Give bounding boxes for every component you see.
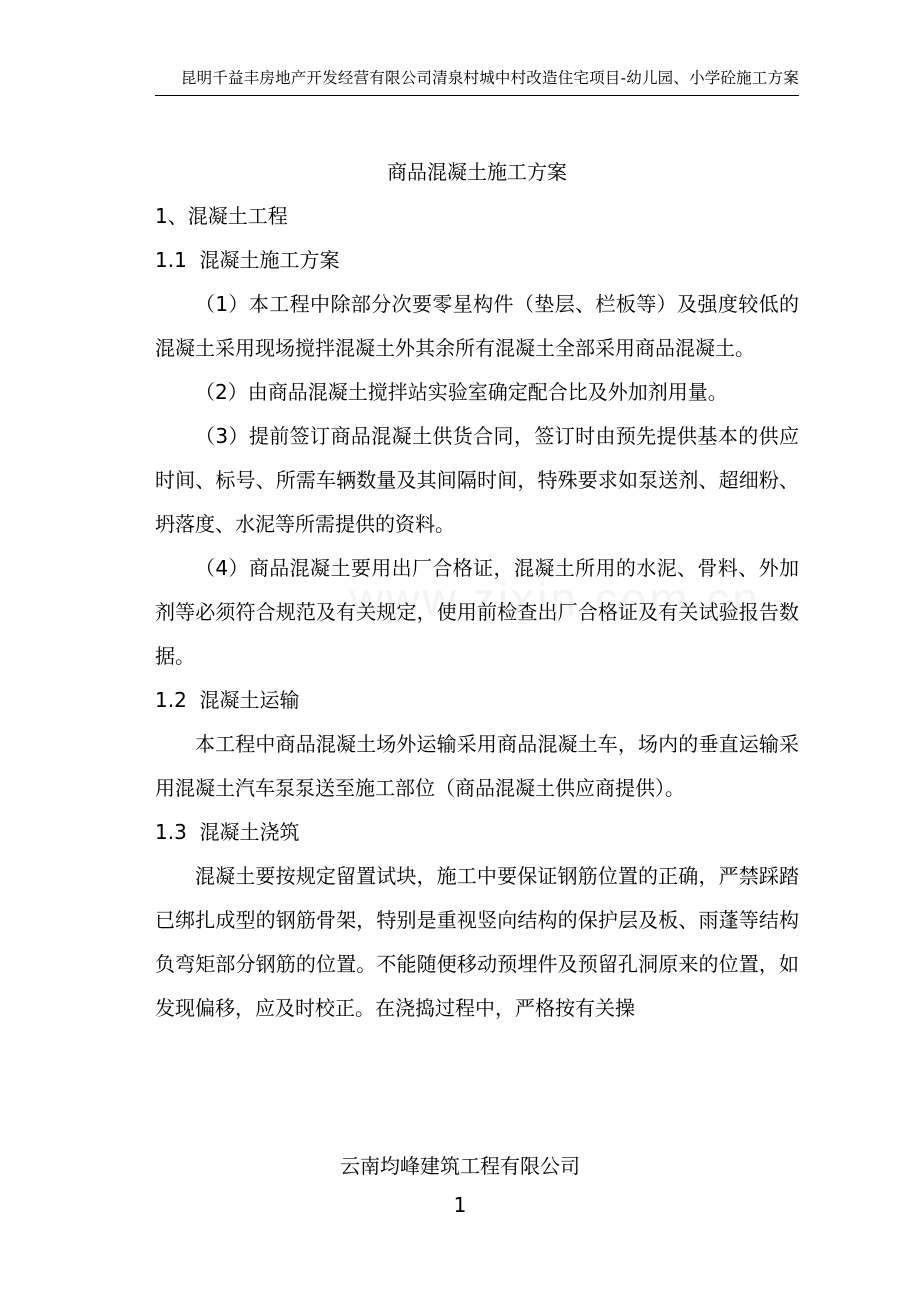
paragraph-5: 本工程中商品混凝土场外运输采用商品混凝土车，场内的垂直运输采用混凝土汽车泵泵送至施工部位（商品混凝土供应商提供）。 [155, 732, 799, 800]
paragraph-2: （2）由商品混凝土搅拌站实验室确定配合比及外加剂用量。 [195, 380, 728, 404]
section-heading-1-1: 1.1 混凝土施工方案 [155, 248, 340, 272]
paragraph-1: （1）本工程中除部分次要零星构件（垫层、栏板等）及强度较低的混凝土采用现场搅拌混凝土外其余所有混凝土全部采用商品混凝土。 [155, 292, 799, 360]
page-header: 昆明千益丰房地产开发经营有限公司清泉村城中村改造住宅项目-幼儿园、小学砼施工方案 [155, 66, 799, 96]
paragraph-4: （4）商品混凝土要用出厂合格证，混凝土所用的水泥、骨料、外加剂等必须符合规范及有关规定，使用前检查出厂合格证及有关试验报告数据。 [155, 556, 799, 668]
document-title: 商品混凝土施工方案 [387, 160, 567, 184]
section-heading-1-3: 1.3 混凝土浇筑 [155, 820, 300, 844]
paragraph-3: （3）提前签订商品混凝土供货合同，签订时由预先提供基本的供应时间、标号、所需车辆数量及其间隔时间，特殊要求如泵送剂、超细粉、坍落度、水泥等所需提供的资料。 [155, 424, 799, 536]
section-heading-1: 1、混凝土工程 [155, 204, 288, 228]
footer-company: 云南均峰建筑工程有限公司 [340, 1154, 580, 1178]
section-heading-1-2: 1.2 混凝土运输 [155, 688, 300, 712]
paragraph-6: 混凝土要按规定留置试块，施工中要保证钢筋位置的正确，严禁踩踏已绑扎成型的钢筋骨架，特别是重视竖向结构的保护层及板、雨蓬等结构负弯矩部分钢筋的位置。不能随便移动预埋件及预留孔洞原来的位置，如发现偏移，应及时校正。在浇捣过程中，严格按有关操 [155, 864, 799, 1020]
document-body [155, 150, 799, 1030]
page-number: 1 [453, 1193, 467, 1217]
